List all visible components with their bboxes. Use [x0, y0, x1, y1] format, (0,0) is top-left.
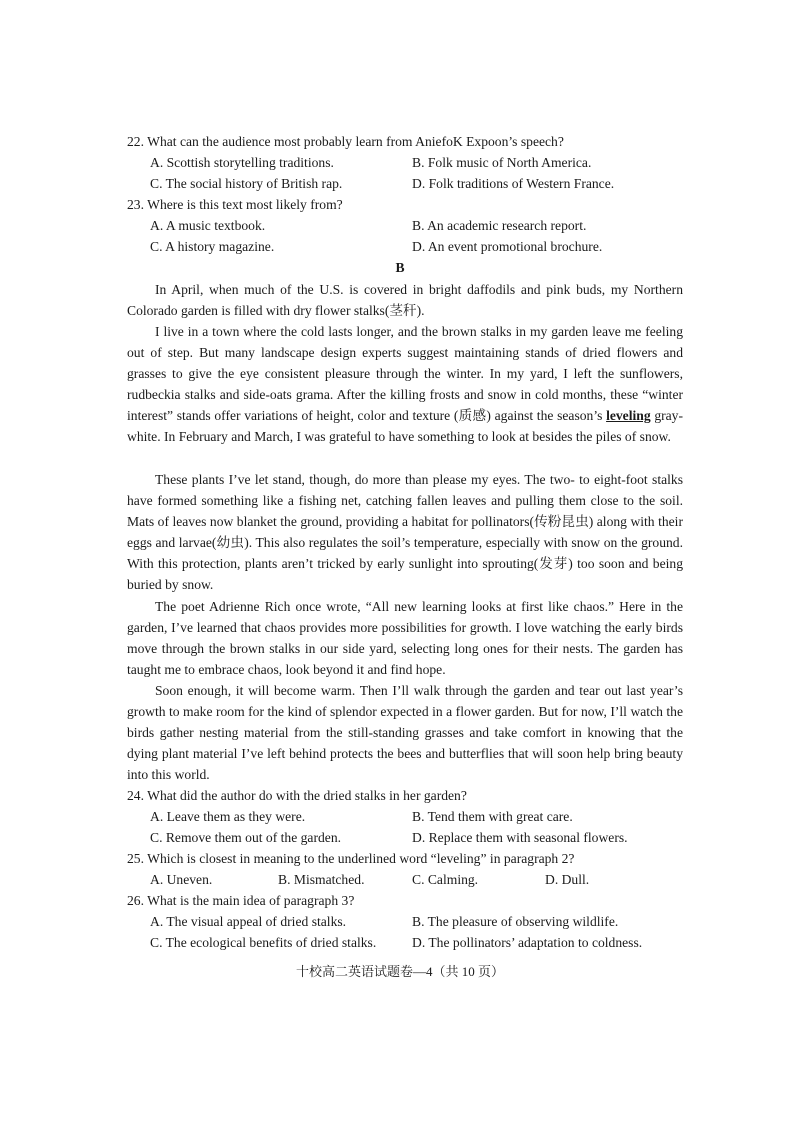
- question-22-option-a: A. Scottish storytelling traditions.: [150, 155, 334, 170]
- question-23-option-d: D. An event promotional brochure.: [412, 239, 603, 254]
- paragraph-2-text-before: I live in a town where the cold lasts longer, and the brown stalks in my garden leave me feeling out of step. But many landscape design experts suggest maintaining stands of dried flowers and grasses to give the eye consistent pleasure through the winter. In my yard, I left the sunflowers, rudbeckia stalks and side-oats grama. After the killing frosts and snow in cold months, these “winter interest” stands offer variations of height, color and texture (质感) against the season’s: [127, 324, 683, 424]
- question-23-option-a: A. A music textbook.: [150, 218, 266, 233]
- question-22-stem: 22. What can the audience most probably learn from AniefoK Expoon’s speech?: [127, 134, 564, 149]
- question-24-option-d: D. Replace them with seasonal flowers.: [412, 830, 628, 845]
- question-26-stem: 26. What is the main idea of paragraph 3?: [127, 893, 355, 908]
- passage-paragraph-2: [127, 321, 683, 448]
- passage-paragraph-4: The poet Adrienne Rich once wrote, “All new learning looks at first like chaos.” Here in the garden, I’ve learned that chaos provides more possibilities for growth. I love watching the early birds move through the brown stalks in our side yard, selecting long ones for their nests. The garden has taught me to embrace chaos, look beyond it and find hope.: [127, 599, 683, 678]
- question-23-option-c: C. A history magazine.: [150, 239, 275, 254]
- question-26-option-a: A. The visual appeal of dried stalks.: [150, 914, 347, 929]
- question-23-option-b: B. An academic research report.: [412, 218, 587, 233]
- question-23-stem: 23. Where is this text most likely from?: [127, 197, 343, 212]
- question-25-option-d: D. Dull.: [545, 872, 590, 887]
- underlined-word-leveling: leveling: [606, 408, 651, 424]
- question-24-option-b: B. Tend them with great care.: [412, 809, 573, 824]
- question-26-option-b: B. The pleasure of observing wildlife.: [412, 914, 619, 929]
- question-26-option-d: D. The pollinators’ adaptation to coldness.: [412, 935, 643, 950]
- passage-paragraph-1: In April, when much of the U.S. is covered in bright daffodils and pink buds, my Northern Colorado garden is filled with dry flower stalks(茎秆).: [127, 282, 683, 319]
- paragraph-2-text-after: gray-white. In February and March, I was grateful to have something to look at besides the piles of snow.: [127, 408, 683, 445]
- question-25-option-c: C. Calming.: [412, 872, 479, 887]
- question-22-option-d: D. Folk traditions of Western France.: [412, 176, 615, 191]
- question-25-option-a: A. Uneven.: [150, 872, 213, 887]
- question-24-option-c: C. Remove them out of the garden.: [150, 830, 342, 845]
- question-24-stem: 24. What did the author do with the dried stalks in her garden?: [127, 788, 467, 803]
- question-25-stem: 25. Which is closest in meaning to the underlined word “leveling” in paragraph 2?: [127, 851, 575, 866]
- page-footer: 十校高二英语试题卷—4（共 10 页）: [295, 964, 504, 979]
- section-label: B: [395, 260, 405, 275]
- question-26-option-c: C. The ecological benefits of dried stalks.: [150, 935, 377, 950]
- question-25-option-b: B. Mismatched.: [278, 872, 365, 887]
- question-24-option-a: A. Leave them as they were.: [150, 809, 306, 824]
- passage-paragraph-5: Soon enough, it will become warm. Then I’ll walk through the garden and tear out last year’s growth to make room for the kind of splendor expected in a flower garden. But for now, I’ll watch the birds gather nesting material from the still-standing grasses and take comfort in knowing that the dying plant material I’ve left behind protects the bees and butterflies that will soon help bring beauty into this world.: [127, 683, 683, 783]
- passage-paragraph-3: These plants I’ve let stand, though, do more than please my eyes. The two- to eight-foot stalks have formed something like a fishing net, catching fallen leaves and pulling them close to the soil. Mats of leaves now blanket the ground, providing a habitat for pollinators(传粉昆虫) along with their eggs and larvae(幼虫). This also regulates the soil’s temperature, especially with snow on the ground. With this protection, plants aren’t tricked by early sunlight into sprouting(发芽) too soon and being buried by snow.: [127, 472, 683, 593]
- question-22-option-b: B. Folk music of North America.: [412, 155, 592, 170]
- question-22-option-c: C. The social history of British rap.: [150, 176, 343, 191]
